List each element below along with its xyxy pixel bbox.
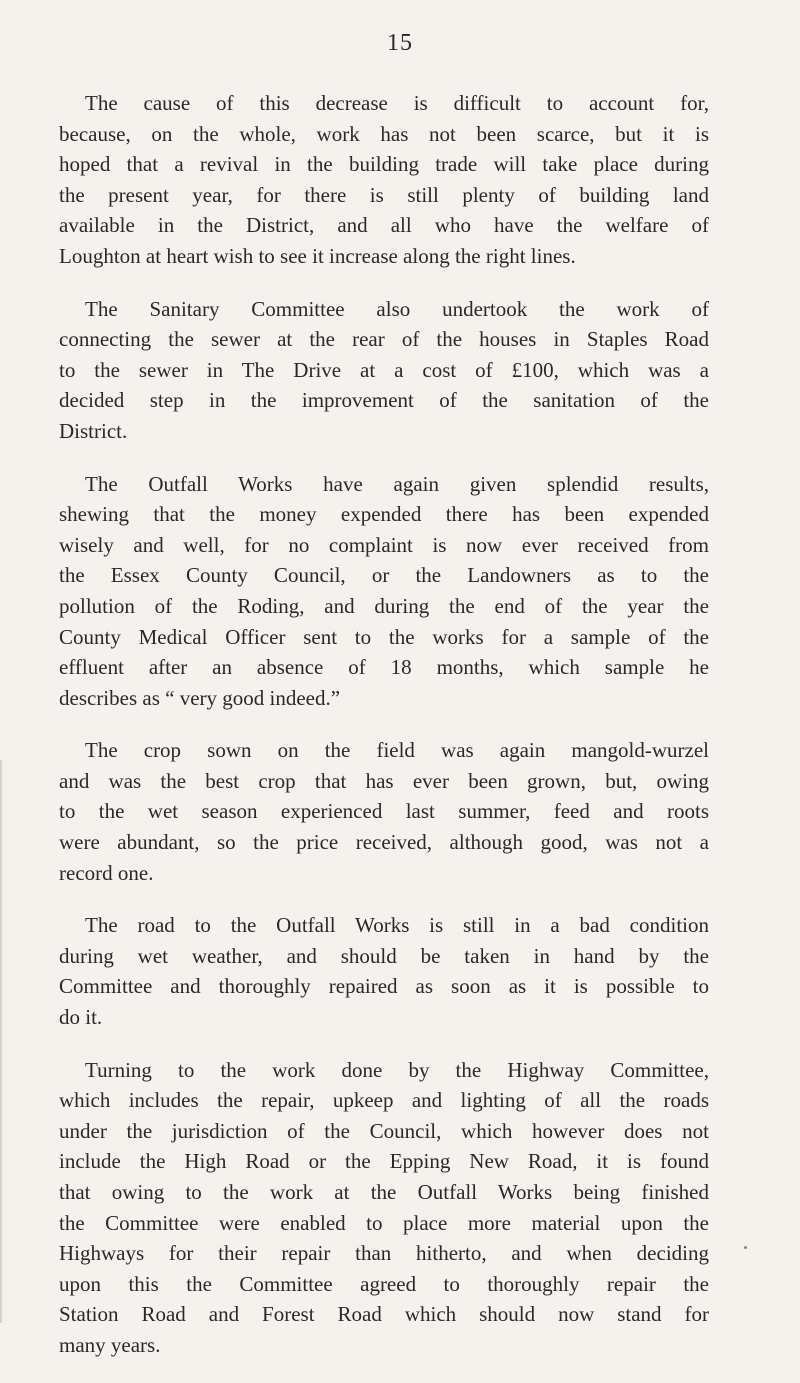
text-line: upon this the Committee agreed to thoroughly repair the — [59, 1271, 709, 1296]
text-line: The road to the Outfall Works is still in a bad condition — [85, 913, 709, 938]
text-line: to the sewer in The Drive at a cost of £100, which was a — [59, 357, 709, 382]
text-line: Turning to the work done by the Highway Committee, — [85, 1057, 709, 1082]
text-line: do it. — [59, 1005, 103, 1030]
body-text — [59, 88, 709, 1383]
text-line: many years. — [59, 1332, 161, 1357]
text-line: connecting the sewer at the rear of the houses in Staples Road — [59, 327, 709, 352]
paragraph-outfall-road — [59, 910, 709, 1032]
text-line: The crop sown on the field was again mangold-wurzel — [85, 738, 709, 763]
text-line: District. — [59, 418, 128, 443]
text-line: the Committee were enabled to place more material upon the — [59, 1210, 709, 1235]
text-line: pollution of the Roding, and during the end of the year the — [59, 593, 709, 618]
text-line: describes as “ very good indeed.” — [59, 685, 341, 710]
text-line: which includes the repair, upkeep and lighting of all the roads — [59, 1088, 709, 1113]
paragraph-decrease — [59, 88, 709, 272]
paragraph-sanitary-committee — [59, 294, 709, 447]
text-line: effluent after an absence of 18 months, which sample he — [59, 655, 709, 680]
text-line: Station Road and Forest Road which should now stand for — [59, 1302, 709, 1327]
text-line: Committee and thoroughly repaired as soon as it is possible to — [59, 974, 709, 999]
text-line: shewing that the money expended there has been expended — [59, 502, 709, 527]
text-line: because, on the whole, work has not been scarce, but it is — [59, 121, 709, 146]
text-line: include the High Road or the Epping New Road, it is found — [59, 1149, 709, 1174]
text-line: record one. — [59, 860, 154, 885]
paragraph-outfall-works — [59, 469, 709, 714]
page-number: 15 — [387, 30, 413, 56]
text-line: The Sanitary Committee also undertook the work of — [85, 296, 709, 321]
text-line: under the jurisdiction of the Council, which however does not — [59, 1118, 709, 1143]
text-line: were abundant, so the price received, although good, was not a — [59, 830, 709, 855]
text-line: that owing to the work at the Outfall Works being finished — [59, 1180, 709, 1204]
text-line: the Essex County Council, or the Landowners as to the — [59, 563, 709, 588]
text-line: County Medical Officer sent to the works for a sample of the — [59, 624, 709, 649]
text-line: wisely and well, for no complaint is now ever received from — [59, 532, 709, 557]
text-line: to the wet season experienced last summer, feed and roots — [59, 799, 709, 824]
paragraph-highway-committee — [59, 1055, 709, 1361]
text-line: Loughton at heart wish to see it increase along the right lines. — [59, 243, 576, 268]
text-line: Highways for their repair than hitherto, and when deciding — [59, 1241, 709, 1266]
text-line: during wet weather, and should be taken in hand by the — [59, 943, 709, 968]
text-line: and was the best crop that has ever been grown, but, owing — [59, 768, 709, 793]
text-line: available in the District, and all who have the welfare of — [59, 213, 709, 238]
paragraph-crop — [59, 735, 709, 888]
page-edge-shadow — [0, 760, 3, 1323]
text-line: hoped that a revival in the building trade will take place during — [59, 152, 709, 177]
text-line: The Outfall Works have again given splendid results, — [85, 471, 709, 496]
text-line: the present year, for there is still plenty of building land — [59, 182, 709, 207]
text-line: decided step in the improvement of the sanitation of the — [59, 388, 709, 413]
text-line: The cause of this decrease is difficult to account for, — [85, 91, 709, 115]
paper-speck — [744, 1246, 747, 1249]
